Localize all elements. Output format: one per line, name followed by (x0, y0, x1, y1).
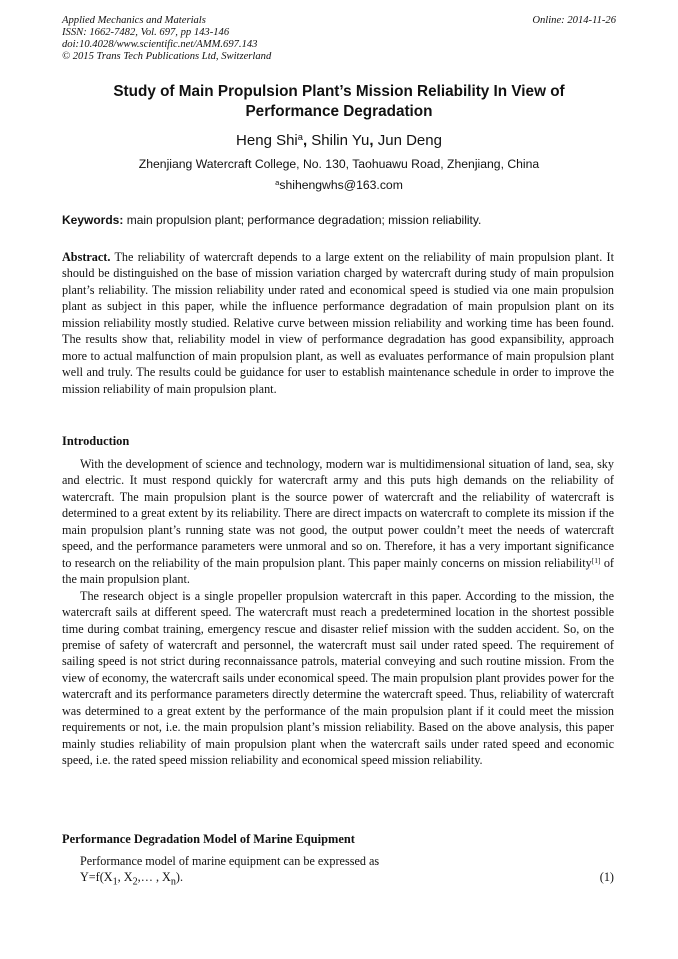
author-3: Jun Deng (373, 132, 442, 149)
eq-part-d: ). (175, 870, 184, 885)
email-affil-mark: a (275, 177, 280, 187)
author-email (62, 178, 616, 193)
keywords-text: main propulsion plant; performance degradation; mission reliability. (123, 213, 482, 227)
equation-number: (1) (599, 870, 614, 885)
citation-ref-1[interactable]: [1] (591, 555, 601, 565)
title-line-2: Performance Degradation (245, 103, 433, 120)
journal-doi: doi:10.4028/www.scientific.net/AMM.697.143 (62, 39, 258, 50)
journal-issn: ISSN: 1662-7482, Vol. 697, pp 143-146 (62, 27, 230, 38)
introduction-p1-text: With the development of science and technology, modern war is multidimensional situation of land, sea, sky and electric. It must respond quickly for watercraft army and this puts high demands on the reliability of watercraft. The main propulsion plant is the source power of watercraft and the reliability of watercraft is determined to a great extent by its reliability. There are direct impacts on watercraft to complete its mission if the main propulsion plant’s running state was not good, the output power couldn’t meet the needs of watercraft speed, and the performance parameters were unmoral and so on. Therefore, it has a very important significance to research on the reliability of the main propulsion plant. This paper mainly concerns on mission reliability (62, 457, 614, 570)
author-separator-2: , (369, 132, 374, 149)
introduction-paragraph-1 (62, 456, 614, 588)
performance-body (62, 853, 614, 891)
keywords-label: Keywords: (62, 213, 124, 227)
eq-part-c: ,… , X (137, 870, 171, 885)
journal-header (62, 15, 616, 63)
online-date: Online: 2014-11-26 (532, 15, 616, 26)
affiliation: Zhenjiang Watercraft College, No. 130, Taohuawu Road, Zhenjiang, China (138, 157, 540, 171)
section-heading-introduction: Introduction (62, 434, 130, 448)
email-address[interactable]: shihengwhs@163.com (279, 178, 403, 192)
title-line-1: Study of Main Propulsion Plant’s Mission Reliability In View of (113, 83, 565, 100)
eq-part-b: , X (117, 870, 133, 885)
introduction-body (62, 456, 614, 769)
keywords (62, 213, 616, 228)
journal-copyright: © 2015 Trans Tech Publications Ltd, Switzerland (62, 51, 272, 62)
paper-title (62, 82, 616, 122)
journal-name: Applied Mechanics and Materials (62, 15, 206, 26)
abstract-label: Abstract. (62, 250, 111, 264)
eq-sub-n: n (170, 876, 176, 888)
eq-sub-2: 2 (132, 876, 138, 888)
author-1-affil-mark: a (297, 131, 303, 142)
author-2: Shilin Yu (307, 132, 370, 149)
author-list (62, 132, 616, 150)
equation-expression (80, 869, 183, 891)
author-1: Heng Shi (236, 132, 298, 149)
author-separator-1: , (302, 132, 308, 149)
introduction-p1-tail: of the main propulsion plant. (62, 555, 614, 587)
introduction-paragraph-2: The research object is a single propeller propulsion watercraft in this paper. According to the mission, the watercraft sails at different speed. The watercraft must reach a predetermined location in the shortest possible time during combat training, emergency rescue and disaster relief mission with the sudden accident. So, on the premise of safety of watercraft and personnel, the watercraft must sail under rated speed. The requirement of sailing speed is not strict during reconnaissance patrols, material conveying and such routine mission. From the view of economy, the watercraft sails under economical speed. The main propulsion plant provides power for the watercraft and its performance parameters directly determine the watercraft speed. Thus, reliability of watercraft was determined to a great extent by the performance of the main propulsion plant if it could meet the mission requirements or not, i.e. the main propulsion plant’s mission reliability. Based on the above analysis, this paper mainly studies reliability of main propulsion plant when the watercraft sails under rated speed and economic speed, i.e. the rated speed mission reliability and economical speed mission reliability. (62, 588, 614, 768)
equation-1 (62, 869, 614, 891)
section-heading-performance-degradation: Performance Degradation Model of Marine Equipment (62, 832, 355, 846)
eq-part-a: Y=f(X (80, 870, 113, 885)
abstract (62, 249, 614, 397)
eq-sub-1: 1 (112, 876, 118, 888)
performance-paragraph-1: Performance model of marine equipment can be expressed as (80, 854, 380, 868)
abstract-text: The reliability of watercraft depends to a large extent on the reliability of main propulsion plant. It should be distinguished on the base of mission variation charged by watercraft during study of main propulsion plant’s reliability. The mission reliability under rated and economical speed is studied via one main propulsion plant as subject in this paper, while the influence performance degradation of main propulsion plant on its mission reliability mostly studied. Relative curve between mission reliability and working time has been found. The results show that, reliability model in view of performance degradation has good expansibility, approach more to actual malfunction of main propulsion plant, as well as evaluates performance of main propulsion plant well and truly. The results could be guidance for user to establish maintenance schedule in order to improve the mission reliability of main propulsion plant. (62, 250, 614, 396)
